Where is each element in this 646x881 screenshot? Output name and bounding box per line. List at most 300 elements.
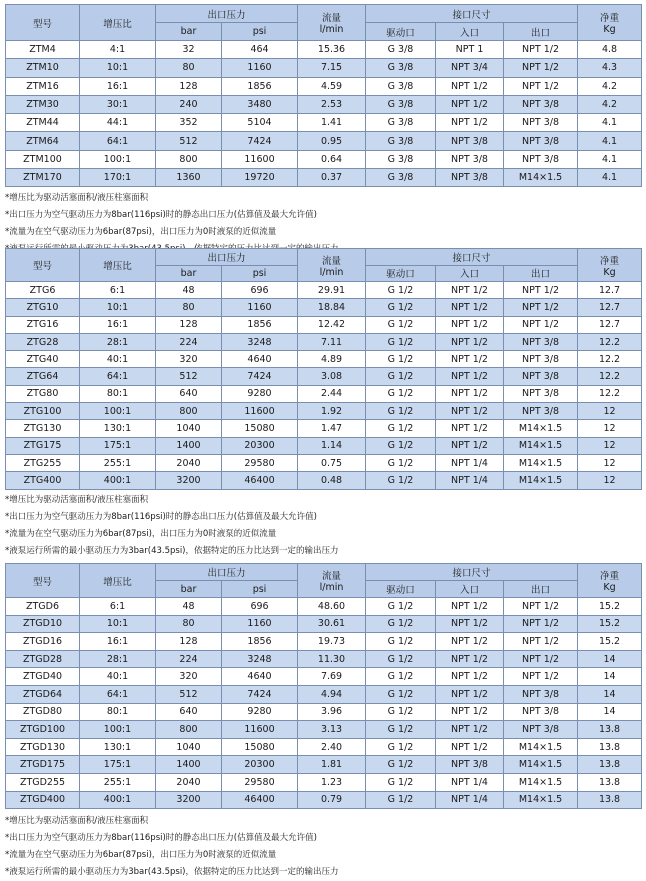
- cell-bar: 3200: [156, 791, 222, 809]
- cell-bar: 80: [156, 615, 222, 633]
- header-inlet: 入口: [436, 265, 504, 282]
- cell-drive: G 1/2: [366, 351, 436, 368]
- spec-table-ztg: [5, 248, 642, 490]
- cell-bar: 128: [156, 77, 222, 95]
- cell-drive: G 1/2: [366, 633, 436, 651]
- header-psi: psi: [222, 23, 298, 41]
- cell-outlet: NPT 3/8: [504, 150, 578, 168]
- cell-flow: 0.79: [298, 791, 366, 809]
- cell-drive: G 3/8: [366, 41, 436, 59]
- cell-inlet: NPT 1/2: [436, 385, 504, 402]
- note-line: *流量为在空气驱动压力为6bar(87psi)，出口压力为0时液泵的近似流量: [5, 850, 277, 861]
- table-row: [6, 685, 642, 703]
- cell-drive: G 1/2: [366, 282, 436, 299]
- table-row: [6, 650, 642, 668]
- cell-outlet: NPT 3/8: [504, 114, 578, 132]
- cell-flow: 18.84: [298, 299, 366, 316]
- cell-weight: 13.8: [578, 791, 642, 809]
- table-row: [6, 472, 642, 489]
- cell-model: ZTGD28: [6, 650, 80, 668]
- cell-psi: 11600: [222, 403, 298, 420]
- cell-drive: G 1/2: [366, 685, 436, 703]
- header-drive-port: 驱动口: [366, 581, 436, 598]
- note-line: *流量为在空气驱动压力为6bar(87psi)，出口压力为0时液泵的近似流量: [5, 227, 277, 238]
- cell-inlet: NPT 3/8: [436, 132, 504, 150]
- header-outlet: 出口: [504, 23, 578, 41]
- cell-weight: 14: [578, 703, 642, 721]
- cell-weight: 12: [578, 454, 642, 471]
- cell-psi: 1160: [222, 299, 298, 316]
- cell-outlet: M14×1.5: [504, 472, 578, 489]
- header-inlet: 入口: [436, 581, 504, 598]
- cell-bar: 1040: [156, 420, 222, 437]
- table-row: [6, 791, 642, 809]
- cell-flow: 30.61: [298, 615, 366, 633]
- cell-drive: G 1/2: [366, 368, 436, 385]
- cell-ratio: 255:1: [80, 454, 156, 471]
- table-row: [6, 299, 642, 316]
- cell-psi: 9280: [222, 703, 298, 721]
- header-connection: 接口尺寸: [366, 5, 578, 23]
- cell-inlet: NPT 1/2: [436, 420, 504, 437]
- cell-drive: G 1/2: [366, 598, 436, 616]
- cell-model: ZTG40: [6, 351, 80, 368]
- cell-bar: 800: [156, 721, 222, 739]
- cell-inlet: NPT 1/4: [436, 454, 504, 471]
- table-body: [6, 598, 642, 809]
- cell-inlet: NPT 1/2: [436, 351, 504, 368]
- cell-drive: G 1/2: [366, 703, 436, 721]
- cell-bar: 800: [156, 150, 222, 168]
- cell-flow: 11.30: [298, 650, 366, 668]
- cell-psi: 696: [222, 598, 298, 616]
- cell-inlet: NPT 1/2: [436, 368, 504, 385]
- cell-ratio: 10:1: [80, 59, 156, 77]
- cell-ratio: 16:1: [80, 77, 156, 95]
- cell-drive: G 3/8: [366, 95, 436, 113]
- cell-psi: 1856: [222, 77, 298, 95]
- cell-bar: 512: [156, 132, 222, 150]
- cell-psi: 1856: [222, 316, 298, 333]
- table-row: [6, 368, 642, 385]
- cell-bar: 80: [156, 299, 222, 316]
- cell-ratio: 6:1: [80, 282, 156, 299]
- cell-bar: 1400: [156, 437, 222, 454]
- cell-psi: 4640: [222, 351, 298, 368]
- header-outlet: 出口: [504, 265, 578, 282]
- notes-block: [5, 490, 641, 560]
- cell-flow: 2.40: [298, 738, 366, 756]
- spec-table-ztgd: [5, 563, 642, 809]
- table-row: [6, 132, 642, 150]
- table-row: [6, 738, 642, 756]
- cell-model: ZTM64: [6, 132, 80, 150]
- cell-drive: G 1/2: [366, 472, 436, 489]
- cell-psi: 11600: [222, 150, 298, 168]
- cell-weight: 4.1: [578, 169, 642, 187]
- header-psi: psi: [222, 581, 298, 598]
- cell-inlet: NPT 1/2: [436, 77, 504, 95]
- cell-flow: 1.23: [298, 773, 366, 791]
- cell-drive: G 1/2: [366, 454, 436, 471]
- cell-weight: 12: [578, 403, 642, 420]
- cell-bar: 1360: [156, 169, 222, 187]
- cell-outlet: NPT 3/8: [504, 721, 578, 739]
- cell-inlet: NPT 1/2: [436, 703, 504, 721]
- table-body: [6, 41, 642, 187]
- cell-psi: 7424: [222, 132, 298, 150]
- cell-flow: 29.91: [298, 282, 366, 299]
- cell-flow: 3.13: [298, 721, 366, 739]
- cell-flow: 1.92: [298, 403, 366, 420]
- cell-ratio: 10:1: [80, 615, 156, 633]
- header-flow: 流量 l/min: [298, 5, 366, 41]
- cell-inlet: NPT 1/2: [436, 598, 504, 616]
- cell-drive: G 3/8: [366, 132, 436, 150]
- cell-model: ZTG10: [6, 299, 80, 316]
- cell-ratio: 175:1: [80, 756, 156, 774]
- cell-psi: 11600: [222, 721, 298, 739]
- cell-outlet: NPT 3/8: [504, 703, 578, 721]
- cell-bar: 48: [156, 282, 222, 299]
- cell-outlet: NPT 1/2: [504, 668, 578, 686]
- table-row: [6, 282, 642, 299]
- spec-section-ztg: [5, 248, 641, 560]
- cell-bar: 240: [156, 95, 222, 113]
- cell-drive: G 1/2: [366, 756, 436, 774]
- spec-section-ztgd: [5, 563, 641, 881]
- cell-model: ZTG28: [6, 333, 80, 350]
- notes-block: [5, 809, 641, 881]
- cell-flow: 1.14: [298, 437, 366, 454]
- cell-flow: 4.89: [298, 351, 366, 368]
- cell-bar: 32: [156, 41, 222, 59]
- cell-flow: 0.64: [298, 150, 366, 168]
- cell-outlet: M14×1.5: [504, 454, 578, 471]
- cell-drive: G 3/8: [366, 169, 436, 187]
- cell-drive: G 1/2: [366, 650, 436, 668]
- cell-psi: 3248: [222, 650, 298, 668]
- cell-drive: G 1/2: [366, 721, 436, 739]
- cell-ratio: 100:1: [80, 403, 156, 420]
- cell-model: ZTGD80: [6, 703, 80, 721]
- cell-drive: G 1/2: [366, 791, 436, 809]
- cell-inlet: NPT 3/8: [436, 150, 504, 168]
- cell-model: ZTM170: [6, 169, 80, 187]
- cell-weight: 12.7: [578, 316, 642, 333]
- cell-psi: 29580: [222, 454, 298, 471]
- cell-psi: 15080: [222, 420, 298, 437]
- cell-psi: 15080: [222, 738, 298, 756]
- spec-section-ztm: [5, 4, 641, 258]
- cell-psi: 46400: [222, 472, 298, 489]
- header-model: 型号: [6, 5, 80, 41]
- cell-model: ZTG6: [6, 282, 80, 299]
- cell-weight: 12.7: [578, 299, 642, 316]
- cell-ratio: 16:1: [80, 633, 156, 651]
- cell-inlet: NPT 1/2: [436, 299, 504, 316]
- cell-psi: 464: [222, 41, 298, 59]
- cell-model: ZTGD40: [6, 668, 80, 686]
- cell-ratio: 64:1: [80, 132, 156, 150]
- cell-ratio: 255:1: [80, 773, 156, 791]
- header-bar: bar: [156, 23, 222, 41]
- table-row: [6, 756, 642, 774]
- table-row: [6, 721, 642, 739]
- cell-weight: 15.2: [578, 633, 642, 651]
- cell-inlet: NPT 1/4: [436, 773, 504, 791]
- table-header: [6, 5, 642, 41]
- table-row: [6, 59, 642, 77]
- cell-drive: G 1/2: [366, 333, 436, 350]
- cell-bar: 2040: [156, 773, 222, 791]
- cell-psi: 20300: [222, 756, 298, 774]
- cell-bar: 512: [156, 368, 222, 385]
- cell-weight: 13.8: [578, 773, 642, 791]
- cell-drive: G 1/2: [366, 615, 436, 633]
- table-body: [6, 282, 642, 490]
- cell-flow: 3.96: [298, 703, 366, 721]
- note-line: *出口压力为空气驱动压力为8bar(116psi)时的静态出口压力(估算值及最大允许值): [5, 210, 317, 221]
- cell-inlet: NPT 1/2: [436, 738, 504, 756]
- table-row: [6, 351, 642, 368]
- cell-psi: 19720: [222, 169, 298, 187]
- cell-flow: 1.41: [298, 114, 366, 132]
- table-row: [6, 437, 642, 454]
- cell-weight: 4.2: [578, 95, 642, 113]
- cell-ratio: 400:1: [80, 791, 156, 809]
- table-row: [6, 316, 642, 333]
- cell-bar: 640: [156, 703, 222, 721]
- cell-inlet: NPT 1: [436, 41, 504, 59]
- cell-model: ZTM30: [6, 95, 80, 113]
- cell-drive: G 3/8: [366, 114, 436, 132]
- note-line: *液泵运行所需的最小驱动压力为3bar(43.5psi)，依据特定的压力比达到一定的输出压力: [5, 545, 339, 556]
- cell-psi: 3480: [222, 95, 298, 113]
- cell-inlet: NPT 1/2: [436, 721, 504, 739]
- cell-model: ZTGD255: [6, 773, 80, 791]
- cell-outlet: NPT 1/2: [504, 615, 578, 633]
- header-flow: 流量 l/min: [298, 249, 366, 282]
- cell-drive: G 1/2: [366, 316, 436, 333]
- cell-model: ZTGD175: [6, 756, 80, 774]
- cell-drive: G 1/2: [366, 420, 436, 437]
- header-outlet: 出口: [504, 581, 578, 598]
- cell-weight: 13.8: [578, 738, 642, 756]
- spec-table-ztm: [5, 4, 642, 187]
- table-row: [6, 385, 642, 402]
- header-connection: 接口尺寸: [366, 249, 578, 266]
- cell-weight: 4.1: [578, 114, 642, 132]
- header-model: 型号: [6, 249, 80, 282]
- cell-ratio: 130:1: [80, 420, 156, 437]
- cell-ratio: 64:1: [80, 685, 156, 703]
- cell-weight: 12.2: [578, 368, 642, 385]
- cell-weight: 4.8: [578, 41, 642, 59]
- table-row: [6, 403, 642, 420]
- cell-drive: G 1/2: [366, 668, 436, 686]
- cell-flow: 7.11: [298, 333, 366, 350]
- cell-model: ZTG64: [6, 368, 80, 385]
- cell-model: ZTG130: [6, 420, 80, 437]
- cell-bar: 1400: [156, 756, 222, 774]
- header-weight: 净重 Kg: [578, 564, 642, 598]
- cell-inlet: NPT 1/2: [436, 668, 504, 686]
- note-line: *流量为在空气驱动压力为6bar(87psi)，出口压力为0时液泵的近似流量: [5, 528, 277, 539]
- cell-model: ZTM44: [6, 114, 80, 132]
- cell-weight: 14: [578, 685, 642, 703]
- cell-outlet: NPT 3/8: [504, 132, 578, 150]
- note-line: *增压比为驱动活塞面积/液压柱塞面积: [5, 494, 149, 505]
- note-line: *增压比为驱动活塞面积/液压柱塞面积: [5, 816, 149, 827]
- cell-outlet: NPT 3/8: [504, 685, 578, 703]
- note-line: *液泵运行所需的最小驱动压力为3bar(43.5psi)，依据特定的压力比达到一定的输出压力: [5, 867, 339, 878]
- cell-outlet: M14×1.5: [504, 420, 578, 437]
- table-row: [6, 95, 642, 113]
- cell-drive: G 3/8: [366, 59, 436, 77]
- cell-flow: 0.75: [298, 454, 366, 471]
- note-line: *出口压力为空气驱动压力为8bar(116psi)时的静态出口压力(估算值及最大允许值): [5, 511, 317, 522]
- cell-bar: 128: [156, 633, 222, 651]
- cell-weight: 4.2: [578, 77, 642, 95]
- cell-weight: 4.3: [578, 59, 642, 77]
- cell-outlet: M14×1.5: [504, 437, 578, 454]
- cell-inlet: NPT 1/2: [436, 650, 504, 668]
- cell-ratio: 64:1: [80, 368, 156, 385]
- cell-weight: 12: [578, 437, 642, 454]
- cell-model: ZTG16: [6, 316, 80, 333]
- cell-model: ZTM16: [6, 77, 80, 95]
- cell-bar: 48: [156, 598, 222, 616]
- cell-bar: 2040: [156, 454, 222, 471]
- cell-bar: 640: [156, 385, 222, 402]
- cell-outlet: NPT 1/2: [504, 316, 578, 333]
- table-row: [6, 633, 642, 651]
- cell-psi: 7424: [222, 368, 298, 385]
- table-row: [6, 77, 642, 95]
- cell-ratio: 44:1: [80, 114, 156, 132]
- cell-drive: G 1/2: [366, 299, 436, 316]
- header-inlet: 入口: [436, 23, 504, 41]
- cell-weight: 14: [578, 668, 642, 686]
- cell-inlet: NPT 3/4: [436, 59, 504, 77]
- cell-bar: 3200: [156, 472, 222, 489]
- cell-ratio: 16:1: [80, 316, 156, 333]
- table-row: [6, 703, 642, 721]
- cell-model: ZTG100: [6, 403, 80, 420]
- table-row: [6, 114, 642, 132]
- cell-outlet: M14×1.5: [504, 756, 578, 774]
- cell-bar: 224: [156, 333, 222, 350]
- cell-weight: 4.1: [578, 132, 642, 150]
- cell-outlet: NPT 1/2: [504, 299, 578, 316]
- cell-psi: 5104: [222, 114, 298, 132]
- header-drive-port: 驱动口: [366, 23, 436, 41]
- cell-inlet: NPT 1/2: [436, 114, 504, 132]
- cell-flow: 19.73: [298, 633, 366, 651]
- table-row: [6, 454, 642, 471]
- header-bar: bar: [156, 581, 222, 598]
- cell-weight: 4.1: [578, 150, 642, 168]
- cell-outlet: NPT 3/8: [504, 385, 578, 402]
- cell-outlet: NPT 1/2: [504, 77, 578, 95]
- cell-weight: 14: [578, 650, 642, 668]
- header-flow: 流量 l/min: [298, 564, 366, 598]
- cell-inlet: NPT 1/2: [436, 282, 504, 299]
- note-line: *出口压力为空气驱动压力为8bar(116psi)时的静态出口压力(估算值及最大允许值): [5, 833, 317, 844]
- cell-ratio: 30:1: [80, 95, 156, 113]
- cell-ratio: 400:1: [80, 472, 156, 489]
- cell-ratio: 170:1: [80, 169, 156, 187]
- header-ratio: 增压比: [80, 5, 156, 41]
- cell-model: ZTGD10: [6, 615, 80, 633]
- cell-model: ZTG400: [6, 472, 80, 489]
- cell-ratio: 4:1: [80, 41, 156, 59]
- cell-weight: 15.2: [578, 598, 642, 616]
- cell-drive: G 1/2: [366, 437, 436, 454]
- cell-model: ZTGD400: [6, 791, 80, 809]
- cell-outlet: M14×1.5: [504, 738, 578, 756]
- cell-psi: 20300: [222, 437, 298, 454]
- cell-ratio: 100:1: [80, 721, 156, 739]
- header-weight: 净重 Kg: [578, 249, 642, 282]
- cell-inlet: NPT 1/2: [436, 633, 504, 651]
- cell-weight: 12.2: [578, 351, 642, 368]
- cell-bar: 800: [156, 403, 222, 420]
- cell-ratio: 40:1: [80, 351, 156, 368]
- cell-inlet: NPT 1/2: [436, 95, 504, 113]
- table-row: [6, 773, 642, 791]
- cell-psi: 7424: [222, 685, 298, 703]
- cell-model: ZTG80: [6, 385, 80, 402]
- cell-ratio: 80:1: [80, 385, 156, 402]
- cell-flow: 0.48: [298, 472, 366, 489]
- table-row: [6, 333, 642, 350]
- cell-inlet: NPT 3/8: [436, 169, 504, 187]
- cell-model: ZTGD64: [6, 685, 80, 703]
- cell-psi: 696: [222, 282, 298, 299]
- cell-weight: 12.2: [578, 333, 642, 350]
- cell-weight: 12: [578, 420, 642, 437]
- cell-inlet: NPT 1/2: [436, 615, 504, 633]
- cell-flow: 2.53: [298, 95, 366, 113]
- cell-outlet: NPT 3/8: [504, 403, 578, 420]
- header-model: 型号: [6, 564, 80, 598]
- cell-weight: 13.8: [578, 756, 642, 774]
- cell-flow: 12.42: [298, 316, 366, 333]
- cell-model: ZTM4: [6, 41, 80, 59]
- cell-ratio: 40:1: [80, 668, 156, 686]
- cell-drive: G 1/2: [366, 403, 436, 420]
- cell-outlet: M14×1.5: [504, 773, 578, 791]
- cell-flow: 7.15: [298, 59, 366, 77]
- header-bar: bar: [156, 265, 222, 282]
- cell-flow: 3.08: [298, 368, 366, 385]
- cell-flow: 7.69: [298, 668, 366, 686]
- cell-bar: 320: [156, 351, 222, 368]
- cell-psi: 3248: [222, 333, 298, 350]
- cell-flow: 4.59: [298, 77, 366, 95]
- cell-model: ZTGD130: [6, 738, 80, 756]
- cell-outlet: NPT 1/2: [504, 598, 578, 616]
- cell-bar: 1040: [156, 738, 222, 756]
- cell-outlet: M14×1.5: [504, 169, 578, 187]
- cell-model: ZTM10: [6, 59, 80, 77]
- cell-outlet: NPT 3/8: [504, 368, 578, 385]
- cell-inlet: NPT 1/2: [436, 685, 504, 703]
- cell-inlet: NPT 1/2: [436, 437, 504, 454]
- cell-bar: 128: [156, 316, 222, 333]
